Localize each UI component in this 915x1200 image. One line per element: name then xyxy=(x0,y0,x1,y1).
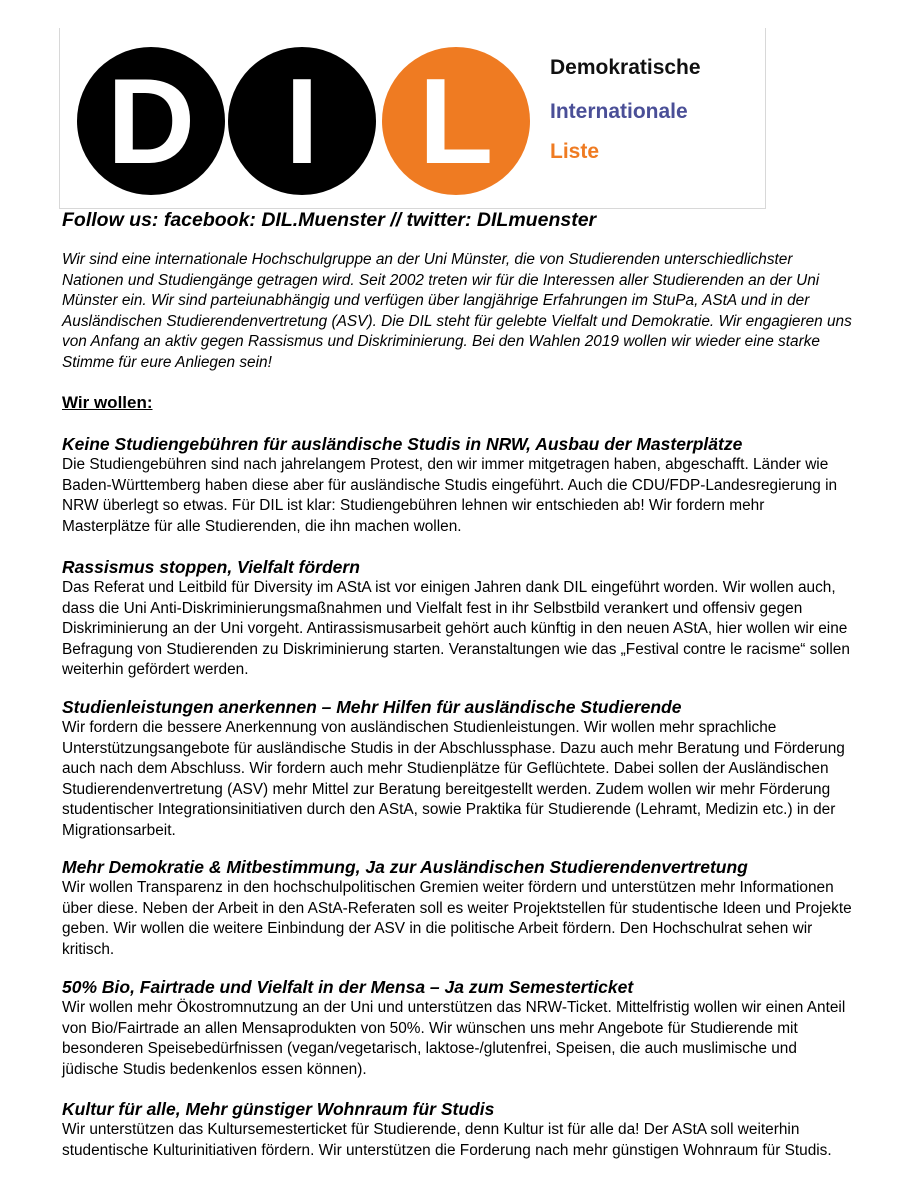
section-title: Kultur für alle, Mehr günstiger Wohnraum für Studis xyxy=(62,1099,495,1119)
section-rassismus xyxy=(62,556,852,681)
section-body: Das Referat und Leitbild für Diversity im AStA ist vor einigen Jahren dank DIL eingeführt worden. Wir wollen auch, dass die Uni Anti-Diskriminierungsmaßnahmen und Vielfalt fest in ihr Selbstbild verankert und offensiv gegen Diskriminierung an der Uni vorgeht. Antirassismusarbeit gehört auch künftig in den neuen AStA, hier wollen wir eine Befragung von Studierenden zu Diskriminierung starten. Veranstaltungen wie das „Festival contre le racisme“ sollen weiterhin gefördert werden. xyxy=(62,579,850,679)
logo-circle-i xyxy=(228,47,376,195)
section-studiengebuehren xyxy=(62,433,852,537)
section-title: Keine Studiengebühren für ausländische Studis in NRW, Ausbau der Masterplätze xyxy=(62,434,743,454)
logo-letter-l: L xyxy=(418,53,494,189)
section-title: 50% Bio, Fairtrade und Vielfalt in der Mensa – Ja zum Semesterticket xyxy=(62,977,634,997)
section-body: Wir wollen mehr Ökostromnutzung an der Uni und unterstützen das NRW-Ticket. Mittelfristig wollen wir einen Anteil von Bio/Fairtrade an allen Mensaprodukten von 50%. Wir wünschen uns mehr Angebote für Studierende mit besonderen Speisebedürfnissen (vegan/vegetarisch, laktose-/glutenfrei, Speisen, die auch muslimische und jüdische Studis bedenkenlos essen können). xyxy=(62,999,846,1078)
intro-paragraph: Wir sind eine internationale Hochschulgruppe an der Uni Münster, die von Studierenden unterschiedlichster Nationen und Studiengänge getragen wird. Seit 2002 treten wir für die Interessen aller Studierenden an der Uni Münster ein. Wir sind parteiunabhängig und verfügen über langjährige Erfahrungen im StuPa, AStA und in der Ausländischen Studierendenvertretung (ASV). Die DIL steht für gelebte Vielfalt und Demokratie. Wir engagieren uns von Anfang an aktiv gegen Rassismus und Diskriminierung. Bei den Wahlen 2019 wollen wir wieder eine starke Stimme für eure Anliegen sein! xyxy=(62,251,852,371)
section-title: Rassismus stoppen, Vielfalt fördern xyxy=(62,557,360,577)
section-kultur xyxy=(62,1098,852,1161)
section-body: Die Studiengebühren sind nach jahrelangem Protest, den wir immer mitgetragen haben, abgeschafft. Länder wie Baden-Württemberg haben diese aber für ausländische Studis eingeführt. Auch die CDU/FDP-Landesregierung in NRW überlegt so etwas. Für DIL ist klar: Studiengebühren lehnen wir entschieden ab! Wir fordern mehr Masterplätze für alle Studierenden, die ihn machen wollen. xyxy=(62,456,838,535)
section-title: Mehr Demokratie & Mitbestimmung, Ja zur Ausländischen Studierendenvertretung xyxy=(62,857,748,877)
logo-circle-d xyxy=(77,47,225,195)
section-body: Wir fordern die bessere Anerkennung von ausländischen Studienleistungen. Wir wollen mehr sprachliche Unterstützungsangebote für ausländische Studis in der Abschlussphase. Dazu auch mehr Beratung und Förderung auch nach dem Abschluss. Wir fordern auch mehr Studienplätze für Geflüchtete. Dabei sollen der Ausländischen Studierendenvertretung (ASV) mehr Mittel zur Beratung bereitgestellt werden. Zudem wollen wir mehr Förderung studentischer Integrationsinitiativen durch den AStA, sowie Praktika für Studierende (Lehramt, Medizin etc.) in der Migrationsarbeit. xyxy=(62,719,845,839)
logo-word-liste: Liste xyxy=(550,140,600,163)
dil-logo xyxy=(59,28,766,209)
logo-letter-d: D xyxy=(106,53,196,189)
section-body: Wir wollen Transparenz in den hochschulpolitischen Gremien weiter fördern und unterstützen mehr Informationen über diese. Neben der Arbeit in den AStA-Referaten soll es weiter Projektstellen für studentische Ideen und Projekte geben. Wir wollen die weitere Einbindung der ASV in die politische Arbeit fördern. Den Hochschulrat sehen wir kritisch. xyxy=(62,879,852,958)
section-demokratie xyxy=(62,856,852,960)
section-title: Studienleistungen anerkennen – Mehr Hilfen für ausländische Studierende xyxy=(62,697,682,717)
logo-letter-i: I xyxy=(285,53,319,189)
logo-circle-l xyxy=(382,47,530,195)
section-studienleistungen xyxy=(62,696,852,842)
section-mensa xyxy=(62,976,852,1080)
logo-word-demokratische: Demokratische xyxy=(550,56,701,79)
logo-word-internationale: Internationale xyxy=(550,100,688,123)
section-body: Wir unterstützen das Kultursemesterticket für Studierende, denn Kultur ist für alle da! Der AStA soll weiterhin studentische Kulturinitiativen fördern. Wir unterstützen die Forderung nach mehr günstigen Wohnraum für Studis. xyxy=(62,1121,832,1159)
wir-wollen-heading: Wir wollen: xyxy=(62,393,153,412)
social-follow-line: Follow us: facebook: DIL.Muenster // twitter: DILmuenster xyxy=(62,209,597,231)
